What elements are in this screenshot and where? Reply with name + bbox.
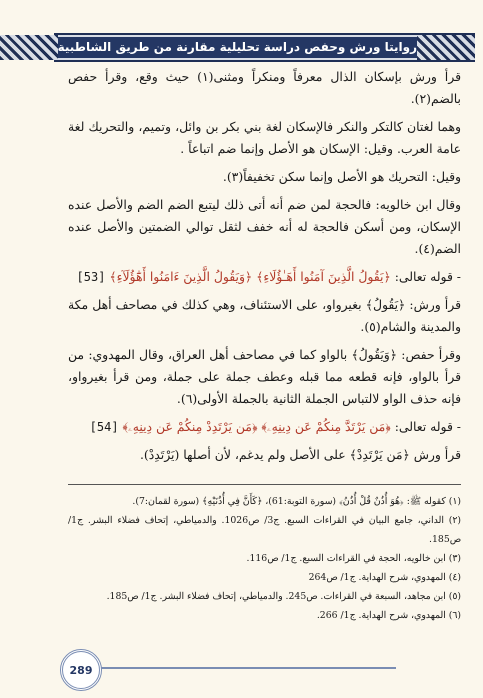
running-header-title: روايتا ورش وحفص دراسة تحليلية مقارنة من طريق الشاطبية xyxy=(58,37,417,58)
main-text xyxy=(68,66,461,472)
footnote-4: (٤) المهدوي، شرح الهداية. ج1/ ص264 xyxy=(308,572,461,583)
quran-verse-text: ﴿مَن يَرْتَدَّ مِنكُمْ عَن دِينِهِۦ﴾ ﴿مَن يَرْتَدِدْ مِنكُمْ عَن دِينِهِۦ﴾ xyxy=(122,419,391,434)
footnote-3: (٣) ابن خالويه، الحجة في القراءات السبع. ج1/ ص116. xyxy=(246,553,461,564)
paragraph-warsh-yartadid: قرأ ورش ﴿مَن يَرْتَدِدْ﴾ على الأصل ولم يدغم، لأن أصلها (يَرْتَدِدْ). xyxy=(139,447,461,462)
paragraph-hafs-wayaqulu: وقرأ حفص: ﴿وَيَقُولُ﴾ بالواو كما في مصاحف أهل العراق، وقال المهدوي: من قرأ بالواو، فإنه قطعه مما قبله وعطف جملة على جملة، ومن قرأ بغيرواو، فإنه حذف الواو لالتباس الجملة الثانية بالجملة الأولى(٦). xyxy=(68,347,461,406)
verse-heading-53 xyxy=(68,266,461,288)
running-header xyxy=(54,33,475,62)
header-ornament-right xyxy=(417,35,475,60)
page-number-badge xyxy=(60,649,102,691)
verse-lead: - قوله تعالى: xyxy=(390,269,461,284)
page-number: 289 xyxy=(69,663,93,677)
footnote-separator xyxy=(68,484,461,485)
footnote-6: (٦) المهدوي، شرح الهداية. ج1/ 266. xyxy=(316,610,461,621)
verse-number: [54] xyxy=(89,420,119,434)
folio-rule xyxy=(96,667,396,669)
footnote-2: (٢) الداني، جامع البيان في القراءات السبع. ج3/ ص1026. والدمياطي، إتحاف فضلاء البشر. ج1/ ص185. xyxy=(68,515,462,545)
header-ornament-left xyxy=(0,35,58,60)
paragraph-3: وقيل: التحريك هو الأصل وإنما سكن تخفيفاً(٣). xyxy=(222,169,461,184)
verse-lead: - قوله تعالى: xyxy=(390,419,461,434)
paragraph-4: وقال ابن خالويه: فالحجة لمن ضم أنه أتى ذلك ليتبع الضم الضم والأصل عنده الإسكان، ومن أسكن فالحجة له أنه خفف لثقل توالي الضمتين والأصل عنده الضم(٤). xyxy=(68,197,461,256)
quran-verse-text: ﴿يَقُولُ الَّذِينَ آمَنُوا أَهَـٰؤُلَاءِ﴾ ﴿وَيَقُولُ الَّذِينَ ءَامَنُوا أَهَٰٓؤُلَآءِ﴾ xyxy=(109,269,391,284)
footnote-5: (٥) ابن مجاهد، السبعة في القراءات. ص245. والدمياطي، إتحاف فضلاء البشر. ج1/ ص185. xyxy=(106,591,461,602)
footnotes xyxy=(68,492,461,625)
paragraph-1: قرأ ورش بإسكان الذال معرفاً ومنكراً ومثنى(١) حيث وقع، وقرأ حفص بالضم(٢). xyxy=(68,69,461,106)
verse-heading-54 xyxy=(68,416,461,438)
paragraph-2: وهما لغتان كالتكر والنكر فالإسكان لغة بني بكر بن وائل، وتميم، والتحريك لغة عامة العرب. وقيل: الإسكان هو الأصل وإنما ضم اتباعاً . xyxy=(68,119,461,156)
footnote-1: (١) كقوله ﷺ: ﴿هُوَ أُذُنٌ قُلْ أُذُنُ﴾ (سورة التوبة:61)، ﴿كَأَنَّ فِي أُذُنَيْهِ﴾ (سورة لقمان:7). xyxy=(132,496,461,507)
verse-number: [53] xyxy=(76,270,106,284)
paragraph-warsh-yaqulu: قرأ ورش: ﴿يَقُولُ﴾ بغيرواو، على الاستئناف، وهي كذلك في مصاحف أهل مكة والمدينة والشام(٥). xyxy=(68,297,461,334)
book-page xyxy=(46,0,483,698)
